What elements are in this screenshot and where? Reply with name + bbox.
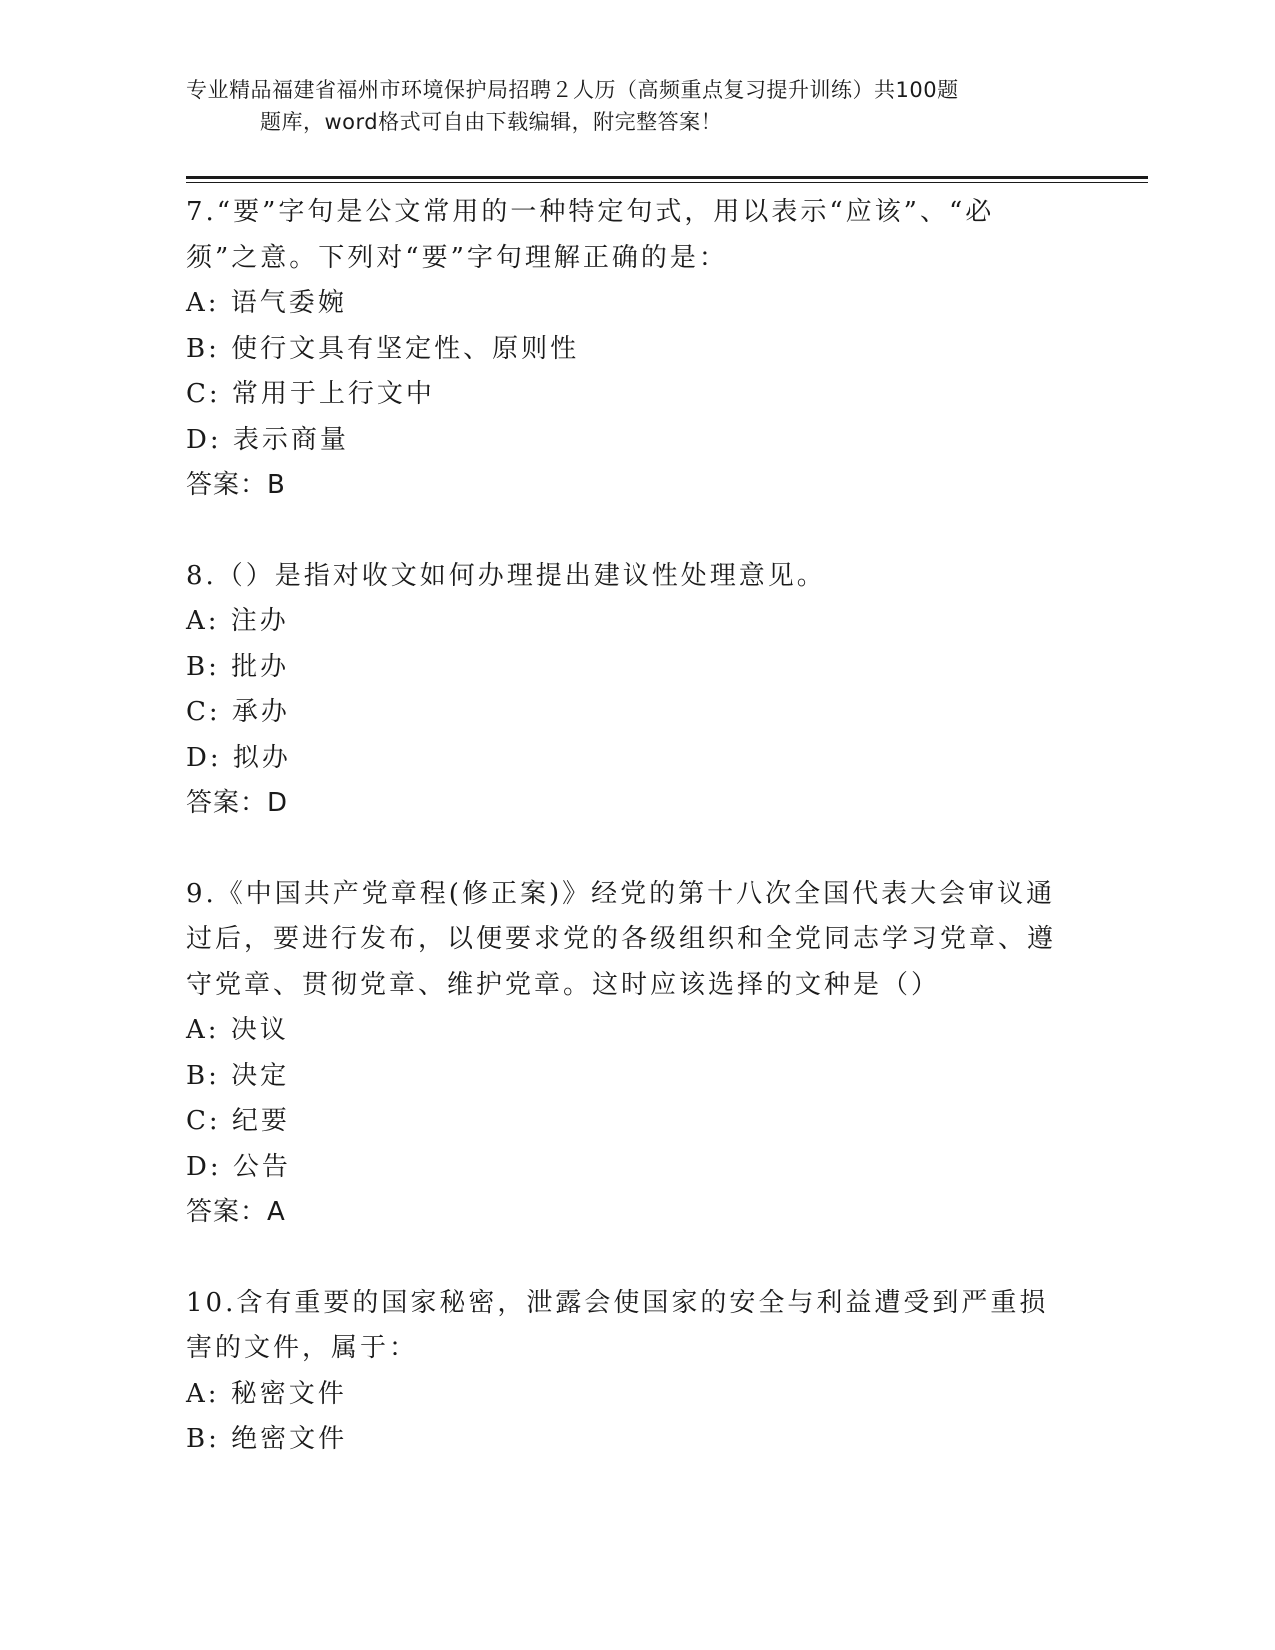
- question-7: [186, 190, 1066, 509]
- question-stem: 9.《中国共产党章程(修正案)》经党的第十八次全国代表大会审议通过后，要进行发布，以便要求党的各级组织和全党同志学习党章、遵守党章、贯彻党章、维护党章。这时应该选择的文种是（）: [186, 878, 1057, 1000]
- question-stem: 8.（）是指对收文如何办理提出建议性处理意见。: [186, 560, 826, 591]
- answer-label: 答案：B: [186, 470, 286, 500]
- option-b: B: 使行文具有坚定性、原则性: [186, 333, 580, 364]
- option-d: D: 公告: [186, 1151, 291, 1182]
- option-a: A: 秘密文件: [186, 1378, 347, 1409]
- question-stem: 10.含有重要的国家秘密，泄露会使国家的安全与利益遭受到严重损害的文件，属于：: [186, 1287, 1049, 1363]
- header-divider-thick: [186, 176, 1148, 179]
- header-divider-thin: [186, 182, 1148, 183]
- option-b: B: 绝密文件: [186, 1424, 348, 1454]
- question-9: [186, 872, 1066, 1236]
- question-8: [186, 554, 1066, 827]
- option-a: A: 注办: [186, 606, 289, 636]
- header-title-line-1: 专业精品福建省福州市环境保护局招聘２人历（高频重点复习提升训练）共100题: [186, 78, 959, 102]
- option-a: A: 语气委婉: [186, 288, 347, 318]
- option-a: A: 决议: [186, 1015, 289, 1045]
- header-title-line-2: 题库，word格式可自由下载编辑，附完整答案！: [260, 110, 723, 134]
- option-c: C: 常用于上行文中: [186, 379, 435, 409]
- question-list: [186, 190, 1066, 1508]
- option-d: D: 表示商量: [186, 424, 349, 455]
- option-d: D: 拟办: [186, 742, 291, 773]
- option-c: C: 纪要: [186, 1106, 290, 1136]
- answer-label: 答案：A: [186, 1197, 286, 1227]
- question-stem: 7.“要”字句是公文常用的一种特定句式，用以表示“应该”、“必须”之意。下列对“要”字句理解正确的是：: [186, 197, 995, 273]
- answer-label: 答案：D: [186, 788, 289, 818]
- question-10: [186, 1281, 1066, 1463]
- document-header: [186, 74, 1086, 138]
- option-c: C: 承办: [186, 697, 290, 727]
- option-b: B: 决定: [186, 1060, 290, 1091]
- option-b: B: 批办: [186, 651, 290, 682]
